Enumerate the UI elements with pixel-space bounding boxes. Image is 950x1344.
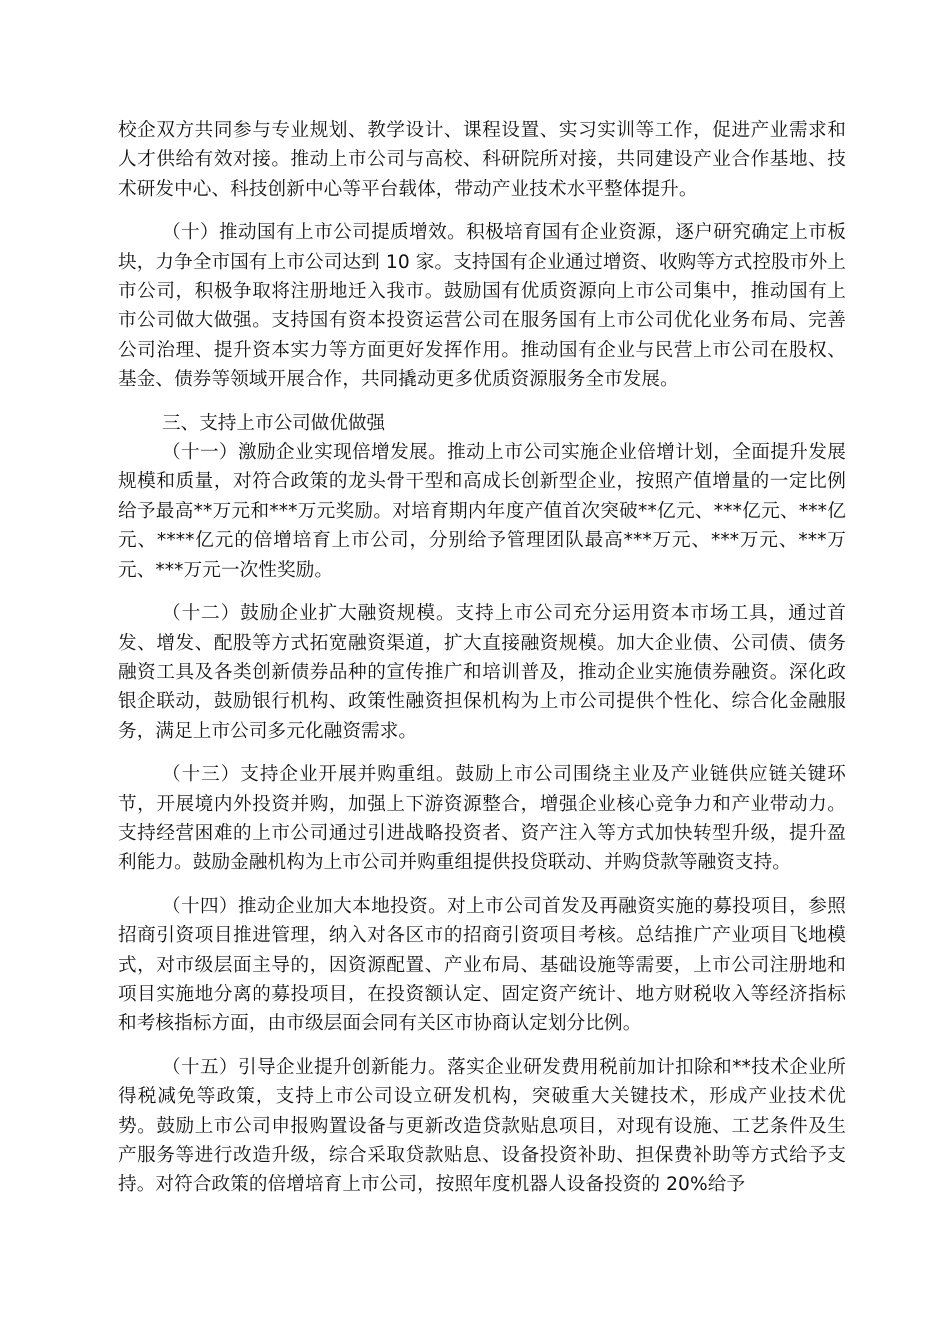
paragraph-item-13: （十三）支持企业开展并购重组。鼓励上市公司围绕主业及产业链供应链关键环节，开展境内外投资并购，加强上下游资源整合，增强企业核心竞争力和产业带动力。支持经营困难的上市公司通过引进战略投资者、资产注入等方式加快转型升级，提升盈利能力。鼓励金融机构为上市公司并购重组提供投贷联动、并购贷款等融资支持。: [118, 764, 846, 874]
document-page: [118, 116, 846, 1200]
paragraph-item-14: （十四）推动企业加大本地投资。对上市公司首发及再融资实施的募投项目，参照招商引资项目推进管理，纳入对各区市的招商引资项目考核。总结推广产业项目飞地模式，对市级层面主导的，因资源配置、产业布局、基础设施等需要，上市公司注册地和项目实施地分离的募投项目，在投资额认定、固定资产统计、地方财税收入等经济指标和考核指标方面，由市级层面会同有关区市协商认定划分比例。: [118, 895, 846, 1035]
paragraph-item-12: （十二）鼓励企业扩大融资规模。支持上市公司充分运用资本市场工具，通过首发、增发、配股等方式拓宽融资渠道，扩大直接融资规模。加大企业债、公司债、债务融资工具及各类创新债券品种的宣传推广和培训普及，推动企业实施债券融资。深化政银企联动，鼓励银行机构、政策性融资担保机构为上市公司提供个性化、综合化金融服务，满足上市公司多元化融资需求。: [118, 603, 846, 742]
paragraph-item-15: （十五）引导企业提升创新能力。落实企业研发费用税前加计扣除和**技术企业所得税减免等政策，支持上市公司设立研发机构，突破重大关键技术，形成产业技术优势。鼓励上市公司申报购置设备与更新改造贷款贴息项目，对现有设施、工艺条件及生产服务等进行改造升级，综合采取贷款贴息、设备投资补助、担保费补助等方式给予支持。对符合政策的倍增培育上市公司，按照年度机器人设备投资的 20%给予: [118, 1056, 846, 1196]
section-heading-3: 三、支持上市公司做优做强: [162, 412, 386, 434]
paragraph-item-10: （十）推动国有上市公司提质增效。积极培育国有企业资源，逐户研究确定上市板块，力争全市国有上市公司达到 10 家。支持国有企业通过增资、收购等方式控股市外上市公司，积极争取将注册地迁入我市。鼓励国有优质资源向上市公司集中，推动国有上市公司做大做强。支持国有资本投资运营公司在服务国有上市公司优化业务布局、完善公司治理、提升资本实力等方面更好发挥作用。推动国有企业与民营上市公司在股权、基金、债券等领域开展合作，共同撬动更多优质资源服务全市发展。: [118, 222, 846, 391]
paragraph-item-11: （十一）激励企业实现倍增发展。推动上市公司实施企业倍增计划，全面提升发展规模和质量，对符合政策的龙头骨干型和高成长创新型企业，按照产值增量的一定比例给予最高**万元和***万元奖励。对培育期内年度产值首次突破**亿元、***亿元、***亿元、****亿元的倍增培育上市公司，分别给予管理团队最高***万元、***万元、***万元、***万元一次性奖励。: [118, 442, 846, 581]
paragraph-continuation: 校企双方共同参与专业规划、教学设计、课程设置、实习实训等工作，促进产业需求和人才供给有效对接。推动上市公司与高校、科研院所对接，共同建设产业合作基地、技术研发中心、科技创新中心等平台载体，带动产业技术水平整体提升。: [118, 120, 846, 200]
